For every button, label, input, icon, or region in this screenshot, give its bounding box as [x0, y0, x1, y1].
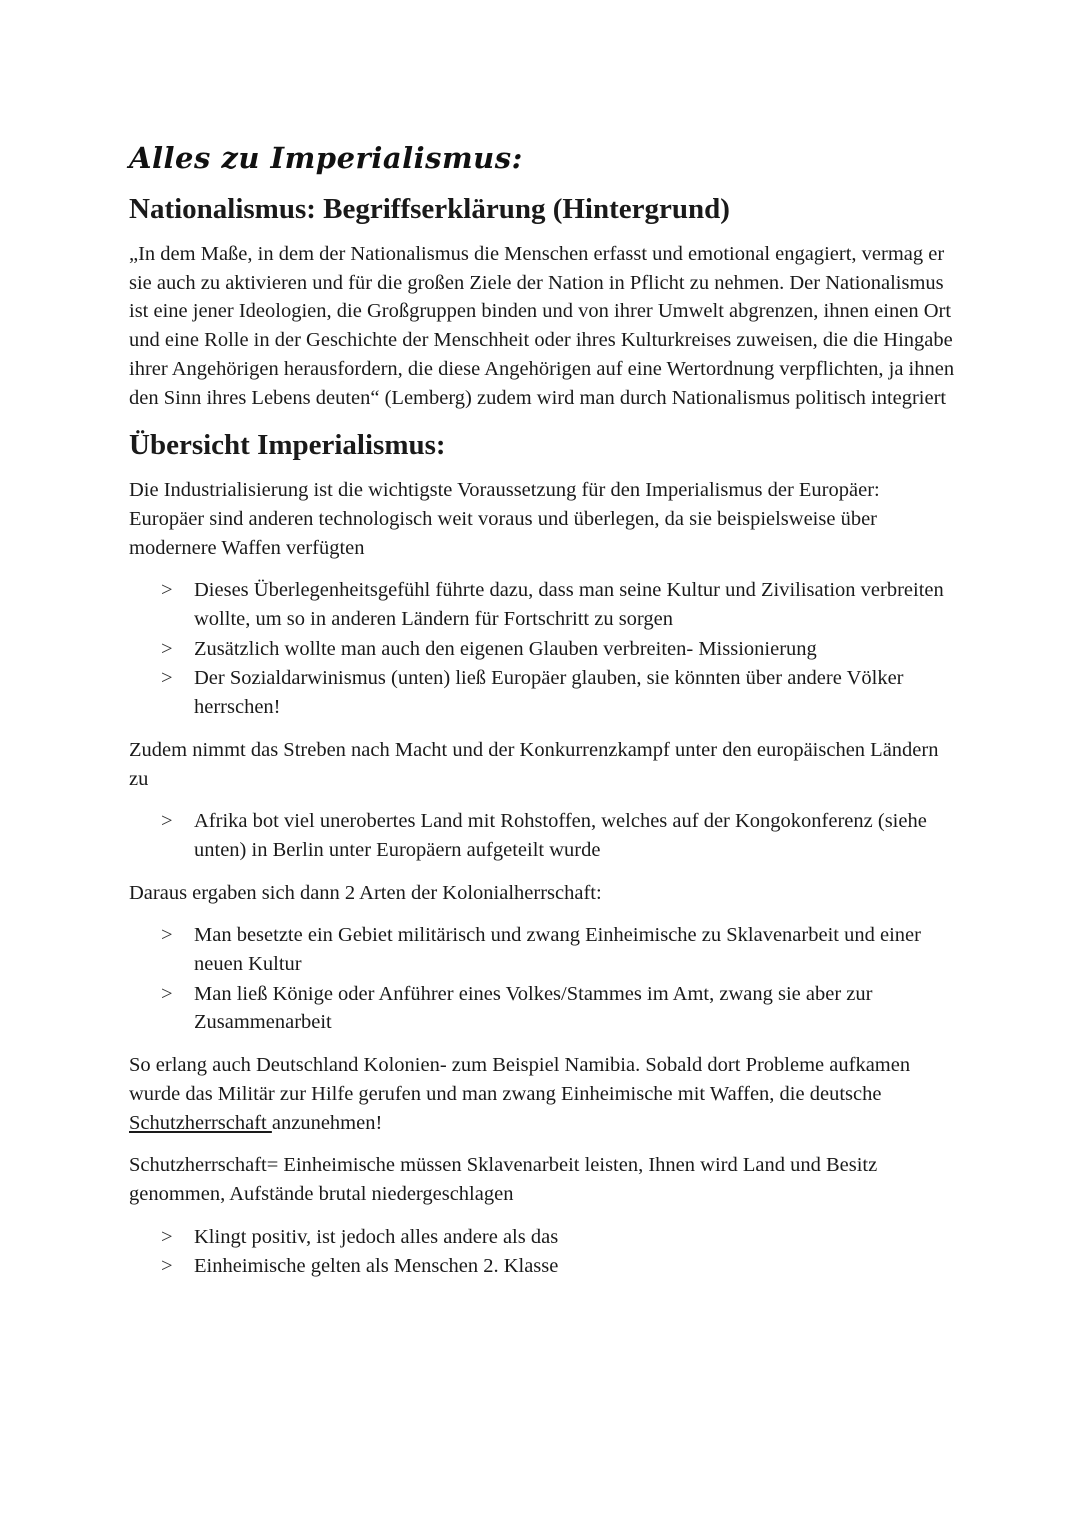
kolonialherrschaft-paragraph: Daraus ergaben sich dann 2 Arten der Kolonialherrschaft: [129, 881, 602, 904]
schutzherrschaft-underlined: Schutzherrschaft [129, 1111, 272, 1134]
list-item [129, 807, 959, 864]
nationalismus-paragraph: „In dem Maße, in dem der Nationalismus die Menschen erfasst und emotional engagiert, vermag er sie auch zu aktivieren und für die großen Ziele der Nation in Pflicht zu nehmen. Der Nationalismus ist eine jener Ideologien, die Großgruppen binden und von ihrer Umwelt abgrenzen, ihnen einen Ort und eine Rolle in der Geschichte der Menschheit oder ihres Kulturkreises zuweisen, die die Hingabe ihrer Angehörigen herausfordern, die diese Angehörigen auf eine Wertordnung verpflichten, ja ihnen den Sinn ihres Lebens deuten“ (Lemberg) zudem wird man durch Nationalismus politisch integriert [129, 243, 955, 409]
bullet-marker: > [161, 637, 173, 660]
bullet-marker: > [161, 924, 173, 947]
section-heading-nationalismus: Nationalismus: Begriffserklärung (Hintergrund) [129, 193, 730, 225]
list-item [129, 921, 959, 978]
list-item-text: Man besetzte ein Gebiet militärisch und zwang Einheimische zu Sklavenarbeit und einer neuen Kultur [194, 924, 921, 976]
bullet-list-4 [129, 1223, 959, 1281]
bullet-marker: > [161, 982, 173, 1005]
list-item-text: Einheimische gelten als Menschen 2. Klasse [194, 1255, 559, 1278]
bullet-marker: > [161, 579, 173, 602]
list-item-text: Afrika bot viel unerobertes Land mit Rohstoffen, welches auf der Kongokonferenz (siehe unten) in Berlin unter Europäern aufgeteilt wurde [194, 810, 927, 861]
list-item [129, 1223, 959, 1252]
macht-paragraph: Zudem nimmt das Streben nach Macht und der Konkurrenzkampf unter den europäischen Ländern zu [129, 738, 939, 790]
bullet-marker: > [161, 1255, 173, 1278]
list-item [129, 1252, 959, 1281]
section-heading-uebersicht: Übersicht Imperialismus: [129, 429, 446, 462]
list-item-text: Zusätzlich wollte man auch den eigenen Glauben verbreiten- Missionierung [194, 637, 817, 660]
list-item-text: Dieses Überlegenheitsgefühl führte dazu, dass man seine Kultur und Zivilisation verbreiten wollte, um so in anderen Ländern für Fortschritt zu sorgen [194, 579, 944, 631]
bullet-list-1 [129, 576, 959, 722]
bullet-list-3 [129, 921, 959, 1037]
list-item-text: Man ließ Könige oder Anführer eines Volkes/Stammes im Amt, zwang sie aber zur Zusammenarbeit [194, 982, 873, 1034]
bullet-list-2 [129, 807, 959, 864]
bullet-marker: > [161, 810, 173, 833]
bullet-marker: > [161, 1225, 173, 1248]
bullet-marker: > [161, 667, 173, 690]
list-item-text: Klingt positiv, ist jedoch alles andere als das [194, 1225, 559, 1248]
list-item [129, 980, 959, 1037]
deutschland-text-end: anzunehmen! [271, 1111, 383, 1134]
list-item-text: Der Sozialdarwinismus (unten) ließ Europäer glauben, sie könnten über andere Völker herrschen! [194, 667, 904, 719]
intro-paragraph: Die Industrialisierung ist die wichtigste Voraussetzung für den Imperialismus der Europäer: Europäer sind anderen technologisch weit voraus und überlegen, da sie beispielsweise über modernere Waffen verfügten [129, 479, 880, 559]
document-title: Alles zu Imperialismus: [129, 141, 523, 175]
list-item [129, 576, 959, 633]
schutzherrschaft-definition: Schutzherrschaft= Einheimische müssen Sklavenarbeit leisten, Ihnen wird Land und Besitz genommen, Aufstände brutal niedergeschlagen [129, 1154, 878, 1205]
deutschland-text-start: So erlang auch Deutschland Kolonien- zum Beispiel Namibia. Sobald dort Probleme aufkamen wurde das Militär zur Hilfe gerufen und man zwang Einheimische mit Waffen, die deutsche [129, 1054, 911, 1105]
deutschland-paragraph [129, 1051, 959, 1137]
list-item [129, 664, 959, 721]
list-item [129, 635, 959, 664]
document-page [129, 138, 959, 1295]
